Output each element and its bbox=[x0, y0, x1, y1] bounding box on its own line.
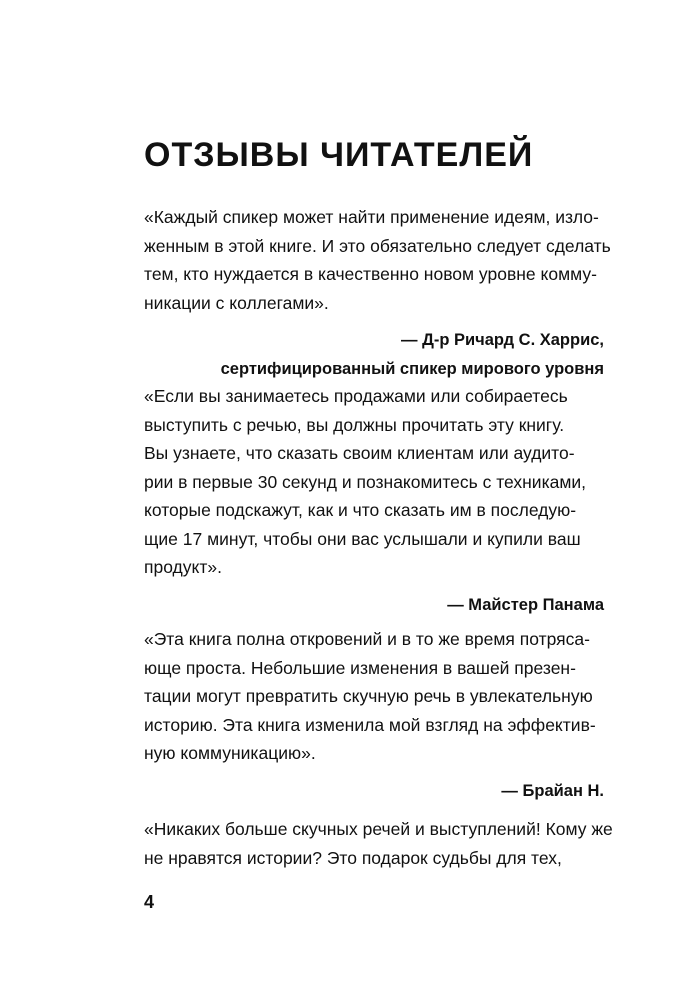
review-text-line: которые подскажут, как и что сказать им в последую- bbox=[144, 500, 577, 520]
review-attribution: — Брайан Н. bbox=[501, 781, 604, 800]
review-text-line: щие 17 минут, чтобы они вас услышали и купили ваш bbox=[144, 528, 581, 549]
review-text-line: «Никаких больше скучных речей и выступлений! Кому же bbox=[144, 819, 613, 839]
review-text-line: никации с коллегами». bbox=[144, 292, 329, 313]
review-text-line: выступить с речью, вы должны прочитать эту книгу. bbox=[144, 414, 565, 435]
review-text-line: историю. Эта книга изменила мой взгляд на эффектив- bbox=[144, 714, 596, 735]
review-text-line: «Эта книга полна откровений и в то же время потряса- bbox=[144, 629, 590, 649]
review-text-line: не нравятся истории? Это подарок судьбы для тех, bbox=[144, 847, 562, 868]
review-2 bbox=[144, 382, 604, 619]
review-text-line: «Каждый спикер может найти применение идеям, изло- bbox=[144, 207, 599, 227]
page-title: ОТЗЫВЫ ЧИТАТЕЛЕЙ bbox=[144, 136, 534, 174]
review-text-line: продукт». bbox=[144, 557, 222, 577]
review-text-line: тации могут превратить скучную речь в увлекательную bbox=[144, 686, 593, 706]
review-attribution-title: сертифицированный спикер мирового уровня bbox=[220, 359, 604, 378]
review-text-line: «Если вы занимаетесь продажами или собираетесь bbox=[144, 386, 568, 406]
review-text-line: юще проста. Небольшие изменения в вашей презен- bbox=[144, 657, 576, 678]
review-text-line: тем, кто нуждается в качественно новом уровне комму- bbox=[144, 264, 597, 284]
review-attribution: — Д-р Ричард С. Харрис, bbox=[401, 331, 604, 349]
review-text-line: женным в этой книге. И это обязательно следует сделать bbox=[144, 235, 611, 256]
review-text-line: Вы узнаете, что сказать своим клиентам или аудито- bbox=[144, 443, 575, 463]
review-text-line: ную коммуникацию». bbox=[144, 743, 316, 763]
review-3 bbox=[144, 625, 604, 805]
review-1 bbox=[144, 203, 611, 383]
review-attribution: — Майстер Панама bbox=[447, 595, 604, 614]
review-4 bbox=[144, 815, 613, 872]
page-number: 4 bbox=[144, 892, 155, 912]
review-text-line: рии в первые 30 секунд и познакомитесь с техниками, bbox=[144, 471, 587, 492]
